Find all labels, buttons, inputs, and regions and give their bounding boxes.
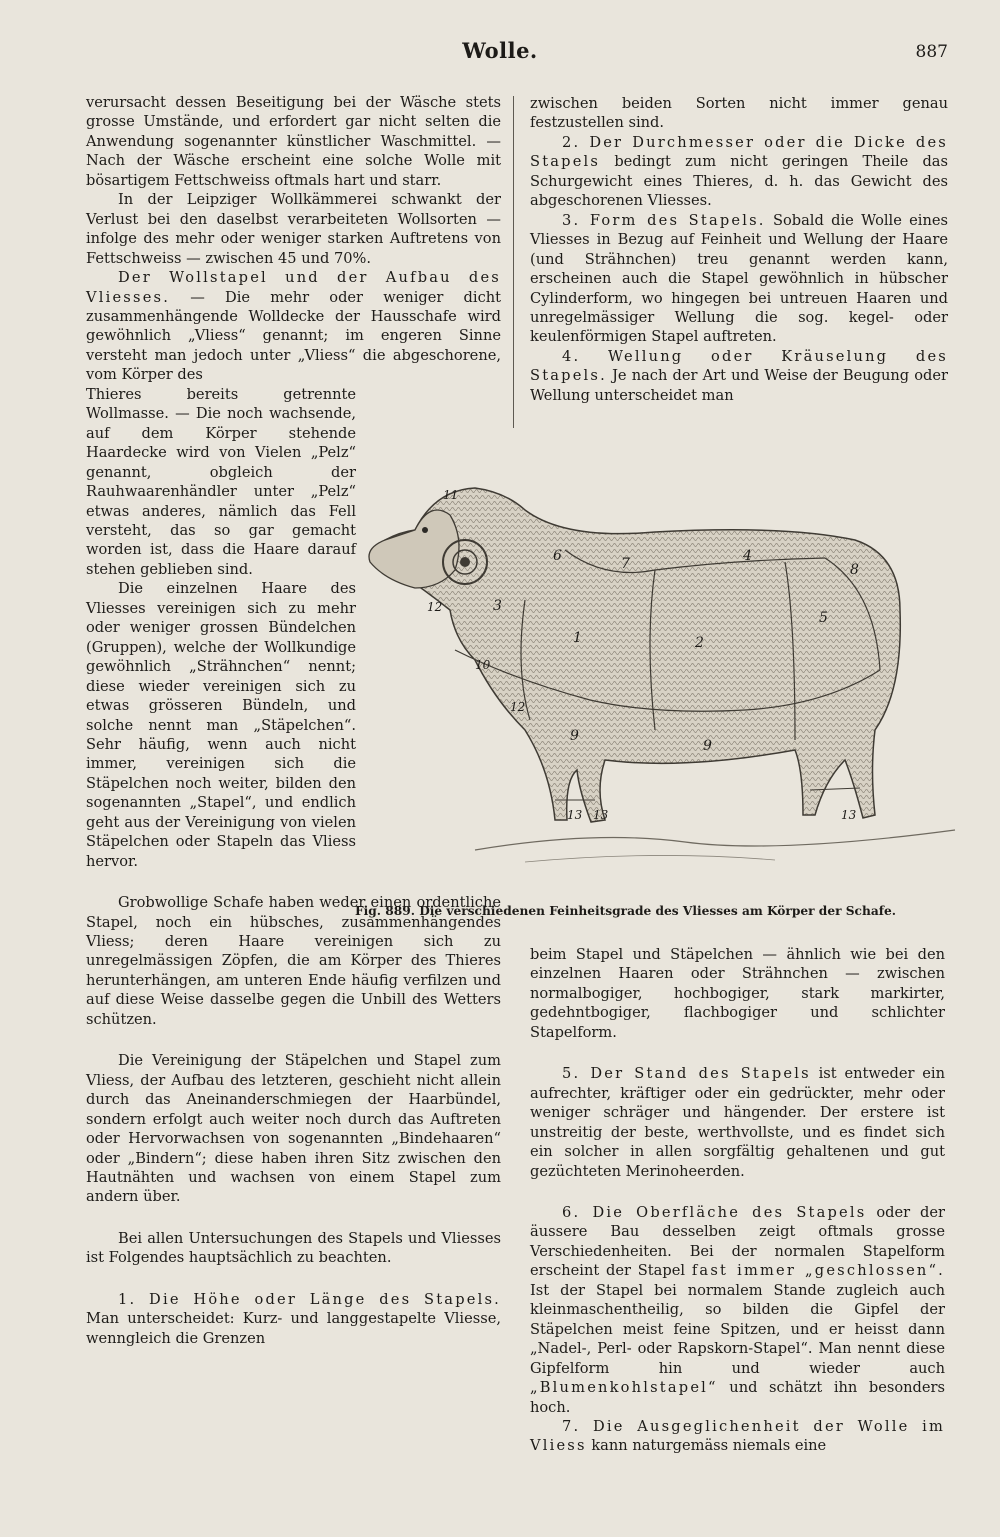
emphasis-geschlossen: fast immer „geschlossen“. bbox=[691, 1262, 946, 1280]
left-paragraph-3-continued: Thieres bereits getrennte Wollmasse. — Die noch wachsende, auf dem Körper stehende Haardecke wird von Vielen „Pelz“ genannt, obgleich der Rauhwaarenhändler unter „Pelz“ etwas anderes, nämlich das Fell versteht, das so gar gemacht worden ist, dass die Haare darauf stehen geblieben sind. bbox=[86, 385, 356, 578]
region-label: 13 bbox=[841, 808, 857, 822]
region-label: 9 bbox=[570, 728, 579, 744]
region-label: 1 bbox=[573, 630, 582, 646]
region-label: 6 bbox=[553, 548, 562, 564]
section-heading-stand: 5. Der Stand des Stapels bbox=[562, 1065, 811, 1083]
region-label: 7 bbox=[621, 556, 630, 572]
section-heading-ausgeglichenheit: 7. Die Ausgeglichenheit der Wolle im Vliess bbox=[530, 1417, 945, 1455]
left-paragraph-6: Die Vereinigung der Stäpelchen und Stapel zum Vliess, der Aufbau des letzteren, geschieht nicht allein durch das Aneinanderschmiegen der Haarbündel, sondern erfolgt auch weiter noch durch das Auftreten oder Hervorwachsen von sogenannten „Bindehaaren“ oder „Bindern“; diese haben ihren Sitz zwischen den Hautnähten und wachsen von einem Stapel zum andern über. bbox=[86, 1052, 501, 1206]
region-label: 2 bbox=[695, 635, 704, 651]
region-label: 10 bbox=[475, 658, 491, 672]
section-heading-form: 3. Form des Stapels. bbox=[562, 211, 766, 229]
figure-caption: Fig. 889. Die verschiedenen Feinheitsgrade des Vliesses am Körper der Schafe. bbox=[355, 904, 896, 918]
section-heading-durchmesser: 2. Der Durchmesser oder die Dicke des Stapels bbox=[530, 133, 948, 171]
right-paragraph-6-text: ist entweder ein aufrechter, kräftiger oder ein gedrückter, mehr oder weniger schräger und hängender. Der erstere ist unstreitig der beste, werthvollste, und es findet sich ein solcher in allen sorgfältig gehaltenen und gut gezüchteten Merinoheerden. bbox=[530, 1065, 945, 1180]
left-paragraph-1: verursacht dessen Beseitigung bei der Wäsche stets grosse Umstände, und erfordert gar nicht selten die Anwendung sogenannter künstlicher Waschmittel. — Nach der Wäsche erscheint eine solche Wolle mit bösartigem Fettschweiss oftmals hart und starr. bbox=[86, 94, 501, 189]
section-heading-hoehe: 1. Die Höhe oder Länge des Stapels. bbox=[118, 1290, 501, 1308]
left-paragraph-2: In der Leipziger Wollkämmerei schwankt der Verlust bei den daselbst verarbeiteten Wollsorten — infolge des mehr oder weniger starken Auftretens von Fettschweiss — zwischen 45 und 70%. bbox=[86, 191, 501, 267]
right-paragraph-4 bbox=[530, 347, 948, 405]
emphasis-blumenkohlstapel: „Blumenkohlstapel“ bbox=[530, 1379, 718, 1397]
right-paragraph-7-text-b: Ist der Stapel bei normalem Stande zugleich auch kleinmaschentheilig, so bilden die Gipfel der Stäpelchen meist feine Spitzen, und er heisst dann „Nadel-, Perl- oder Rapskorn-Stapel“. Man nennt diese Gipfelform hin und wieder auch bbox=[530, 1281, 945, 1377]
region-label: 9 bbox=[703, 738, 712, 754]
page-title: Wolle. bbox=[462, 38, 538, 63]
region-label: 11 bbox=[443, 488, 459, 502]
left-paragraph-5: Grobwollige Schafe haben weder einen ordentliche Stapel, noch ein hübsches, zusammenhängendes Vliess; deren Haare vereinigen sich zu unregelmässigen Zöpfen, die am Körper des Thieres herunterhängen, am unteren Ende häufig verfilzen und auf diese Weise dasselbe gegen die Unbill des Wetters schützen. bbox=[86, 894, 501, 1028]
page-number: 887 bbox=[915, 42, 948, 62]
right-paragraph-1: zwischen beiden Sorten nicht immer genau festzustellen sind. bbox=[530, 95, 948, 132]
right-paragraph-5: beim Stapel und Stäpelchen — ähnlich wie bei den einzelnen Haaren oder Strähnchen — zwischen normalbogiger, hochbogiger, stark markirter, gedehntbogiger, flachbogiger und schlichter Stapelform. bbox=[530, 946, 945, 1041]
section-heading-oberflaeche: 6. Die Oberfläche des Stapels bbox=[562, 1203, 867, 1221]
region-label: 13 bbox=[567, 808, 583, 822]
left-paragraph-8-text: Man unterscheidet: Kurz- und langgestapelte Vliesse, wenngleich die Grenzen bbox=[86, 1310, 501, 1347]
region-label: 8 bbox=[850, 562, 859, 578]
region-label: 5 bbox=[819, 610, 828, 626]
region-label: 4 bbox=[743, 548, 752, 564]
right-paragraph-6 bbox=[530, 1064, 945, 1181]
right-paragraph-2-text: bedingt zum nicht geringen Theile das Schurgewicht eines Thieres, d. h. das Gewicht des abgeschorenen Vliesses. bbox=[530, 153, 949, 210]
section-heading-wollstapel: Der Wollstapel und der Aufbau des Vliesses. bbox=[86, 269, 501, 306]
column-divider bbox=[513, 96, 514, 428]
region-label: 12 bbox=[427, 600, 443, 614]
right-paragraph-3 bbox=[530, 211, 948, 347]
right-column-top bbox=[530, 94, 948, 405]
right-paragraph-2 bbox=[530, 133, 948, 211]
sheep-illustration bbox=[355, 470, 960, 902]
right-paragraph-7 bbox=[530, 1203, 945, 1417]
left-paragraph-8 bbox=[86, 1290, 501, 1348]
right-paragraph-7-text-a: oder der äussere Bau desselben zeigt oftmals grosse Verschiedenheiten. Bei der normalen Stapelform erscheint der Stapel bbox=[530, 1203, 945, 1280]
section-heading-wellung: 4. Wellung oder Kräuselung des Stapels. bbox=[530, 347, 948, 385]
region-label: 13 bbox=[593, 808, 609, 822]
region-label: 12 bbox=[510, 700, 526, 714]
sheep-figure bbox=[355, 470, 960, 902]
left-narrow-block bbox=[86, 385, 356, 871]
left-paragraph-3-text: — Die mehr oder weniger dicht zusammenhängende Wolldecke der Hausschafe wird gewöhnlich „Vliess“ genannt; im engeren Sinne versteht man jedoch unter „Vliess“ die abgeschorene, vom Körper des bbox=[86, 288, 502, 384]
right-paragraph-7-text-c: und schätzt ihn besonders hoch. bbox=[530, 1379, 945, 1416]
left-paragraph-4: Die einzelnen Haare des Vliesses vereinigen sich zu mehr oder weniger grossen Bündelchen (Gruppen), welche der Wollkundige gewöhnlich „Strähnchen“ nennt; diese wieder vereinigen sich zu etwas grösseren Bündeln, und solche nennt man „Stäpelchen“. Sehr häufig, wenn auch nicht immer, vereinigen sich die Stäpelchen noch weiter, bilden den sogenannten „Stapel“, und endlich geht aus der Vereinigung von vielen Stäpelchen oder Stapeln das Vliess hervor. bbox=[86, 580, 356, 870]
left-paragraph-7: Bei allen Untersuchungen des Stapels und Vliesses ist Folgendes hauptsächlich zu beachten. bbox=[86, 1229, 501, 1267]
right-paragraph-8-text: kann naturgemäss niemals eine bbox=[591, 1437, 827, 1455]
right-paragraph-4-text: Je nach der Art und Weise der Beugung oder Wellung unterscheidet man bbox=[530, 367, 948, 404]
right-column-bottom bbox=[530, 945, 945, 1456]
right-paragraph-3-text: Sobald die Wolle eines Vliesses in Bezug auf Feinheit und Wellung der Haare (und Strähnchen) treu genannt werden kann, erscheinen auch die Stapel gewöhnlich in hübscher Cylinderform, wo hingegen bei untreuen Haaren und unregelmässiger Wellung die sog. kegel- oder keulenförmigen Stapel auftreten. bbox=[530, 211, 948, 346]
region-label: 3 bbox=[493, 598, 502, 614]
left-paragraph-3 bbox=[86, 268, 501, 385]
right-paragraph-8 bbox=[530, 1417, 945, 1456]
